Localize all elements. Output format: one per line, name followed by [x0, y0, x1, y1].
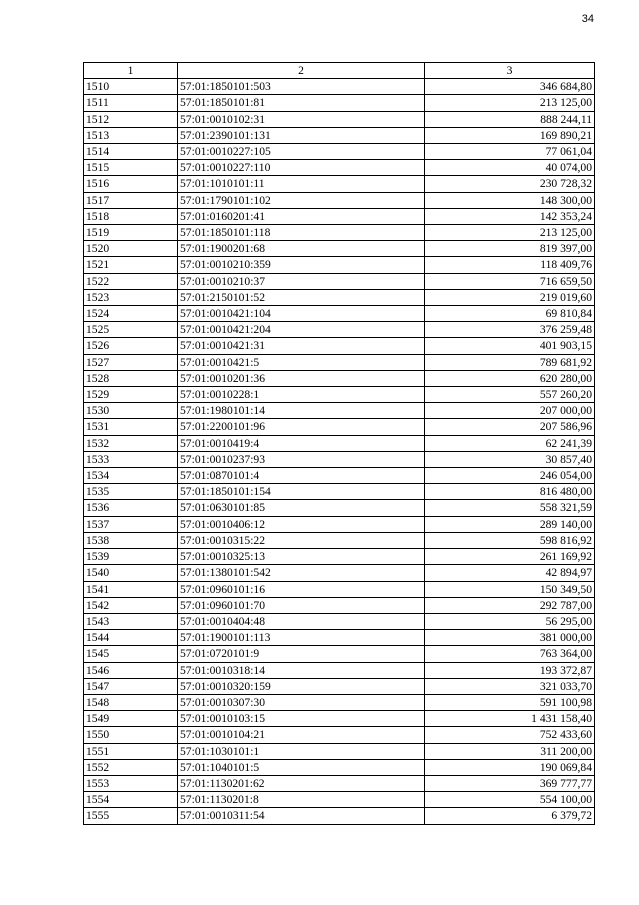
cadastral-number-cell: 57:01:1790101:102: [178, 192, 425, 208]
value-cell: 789 681,92: [425, 354, 595, 370]
cadastral-number-cell: 57:01:0010315:22: [178, 532, 425, 548]
row-number-cell: 1511: [84, 95, 178, 111]
table-row: [84, 160, 595, 176]
cadastral-number-cell: 57:01:0160201:41: [178, 208, 425, 224]
table-row: [84, 743, 595, 759]
table-row: [84, 435, 595, 451]
value-cell: 213 125,00: [425, 95, 595, 111]
row-number-cell: 1547: [84, 678, 178, 694]
value-cell: 142 353,24: [425, 208, 595, 224]
row-number-cell: 1532: [84, 435, 178, 451]
row-number-cell: 1537: [84, 516, 178, 532]
row-number-cell: 1525: [84, 322, 178, 338]
value-cell: 169 890,21: [425, 127, 595, 143]
value-cell: 591 100,98: [425, 694, 595, 710]
table-row: [84, 176, 595, 192]
table-row: [84, 646, 595, 662]
table-row: [84, 808, 595, 824]
value-cell: 369 777,77: [425, 775, 595, 791]
table-row: [84, 241, 595, 257]
value-cell: 620 280,00: [425, 370, 595, 386]
table-row: [84, 484, 595, 500]
row-number-cell: 1543: [84, 613, 178, 629]
value-cell: 381 000,00: [425, 630, 595, 646]
row-number-cell: 1522: [84, 273, 178, 289]
cadastral-number-cell: 57:01:0010325:13: [178, 549, 425, 565]
cadastral-number-cell: 57:01:1130201:8: [178, 792, 425, 808]
value-cell: 557 260,20: [425, 387, 595, 403]
value-cell: 321 033,70: [425, 678, 595, 694]
value-cell: 246 054,00: [425, 468, 595, 484]
value-cell: 69 810,84: [425, 306, 595, 322]
cadastral-number-cell: 57:01:2150101:52: [178, 289, 425, 305]
cadastral-number-cell: 57:01:0010421:104: [178, 306, 425, 322]
table-row: [84, 694, 595, 710]
value-cell: 819 397,00: [425, 241, 595, 257]
table-row: [84, 549, 595, 565]
table-row: [84, 338, 595, 354]
table-row: [84, 565, 595, 581]
value-cell: 219 019,60: [425, 289, 595, 305]
cadastral-number-cell: 57:01:0010227:110: [178, 160, 425, 176]
row-number-cell: 1554: [84, 792, 178, 808]
cadastral-number-cell: 57:01:0010104:21: [178, 727, 425, 743]
row-number-cell: 1523: [84, 289, 178, 305]
row-number-cell: 1540: [84, 565, 178, 581]
row-number-cell: 1516: [84, 176, 178, 192]
value-cell: 346 684,80: [425, 79, 595, 95]
row-number-cell: 1553: [84, 775, 178, 791]
value-cell: 213 125,00: [425, 225, 595, 241]
cadastral-number-cell: 57:01:1040101:5: [178, 759, 425, 775]
row-number-cell: 1549: [84, 711, 178, 727]
table-row: [84, 532, 595, 548]
table-row: [84, 581, 595, 597]
table-row: [84, 111, 595, 127]
row-number-cell: 1520: [84, 241, 178, 257]
value-cell: 190 069,84: [425, 759, 595, 775]
cadastral-number-cell: 57:01:1900201:68: [178, 241, 425, 257]
row-number-cell: 1555: [84, 808, 178, 824]
row-number-cell: 1529: [84, 387, 178, 403]
row-number-cell: 1552: [84, 759, 178, 775]
table-row: [84, 370, 595, 386]
cadastral-number-cell: 57:01:0960101:16: [178, 581, 425, 597]
value-cell: 148 300,00: [425, 192, 595, 208]
table-row: [84, 516, 595, 532]
table-row: [84, 144, 595, 160]
value-cell: 558 321,59: [425, 500, 595, 516]
cadastral-number-cell: 57:01:0010103:15: [178, 711, 425, 727]
table-row: [84, 662, 595, 678]
cadastral-number-cell: 57:01:1850101:118: [178, 225, 425, 241]
table-row: [84, 678, 595, 694]
cadastral-number-cell: 57:01:0010404:48: [178, 613, 425, 629]
value-cell: 207 000,00: [425, 403, 595, 419]
row-number-cell: 1528: [84, 370, 178, 386]
row-number-cell: 1510: [84, 79, 178, 95]
table-row: [84, 306, 595, 322]
table-row: [84, 257, 595, 273]
row-number-cell: 1530: [84, 403, 178, 419]
row-number-cell: 1524: [84, 306, 178, 322]
cadastral-number-cell: 57:01:0010320:159: [178, 678, 425, 694]
table-row: [84, 273, 595, 289]
cadastral-number-cell: 57:01:0010421:204: [178, 322, 425, 338]
cadastral-number-cell: 57:01:0010311:54: [178, 808, 425, 824]
table-header: [84, 63, 595, 79]
cadastral-number-cell: 57:01:1850101:503: [178, 79, 425, 95]
value-cell: 292 787,00: [425, 597, 595, 613]
row-number-cell: 1514: [84, 144, 178, 160]
row-number-cell: 1518: [84, 208, 178, 224]
cadastral-number-cell: 57:01:0720101:9: [178, 646, 425, 662]
value-cell: 289 140,00: [425, 516, 595, 532]
row-number-cell: 1512: [84, 111, 178, 127]
cadastral-number-cell: 57:01:0010210:359: [178, 257, 425, 273]
value-cell: 816 480,00: [425, 484, 595, 500]
table-row: [84, 597, 595, 613]
row-number-cell: 1546: [84, 662, 178, 678]
row-number-cell: 1527: [84, 354, 178, 370]
table-row: [84, 79, 595, 95]
value-cell: 401 903,15: [425, 338, 595, 354]
page-number: 34: [581, 13, 594, 25]
row-number-cell: 1533: [84, 451, 178, 467]
value-cell: 376 259,48: [425, 322, 595, 338]
value-cell: 6 379,72: [425, 808, 595, 824]
table-row: [84, 127, 595, 143]
table-row: [84, 387, 595, 403]
value-cell: 716 659,50: [425, 273, 595, 289]
column-header-2: 2: [178, 63, 425, 79]
cadastral-number-cell: 57:01:0010228:1: [178, 387, 425, 403]
cadastral-number-cell: 57:01:0010421:5: [178, 354, 425, 370]
value-cell: 118 409,76: [425, 257, 595, 273]
cadastral-number-cell: 57:01:0010307:30: [178, 694, 425, 710]
row-number-cell: 1534: [84, 468, 178, 484]
column-header-3: 3: [425, 63, 595, 79]
value-cell: 261 169,92: [425, 549, 595, 565]
table-row: [84, 630, 595, 646]
row-number-cell: 1550: [84, 727, 178, 743]
table-row: [84, 192, 595, 208]
value-cell: 207 586,96: [425, 419, 595, 435]
cadastral-number-cell: 57:01:0010406:12: [178, 516, 425, 532]
value-cell: 77 061,04: [425, 144, 595, 160]
row-number-cell: 1541: [84, 581, 178, 597]
value-cell: 752 433,60: [425, 727, 595, 743]
value-cell: 150 349,50: [425, 581, 595, 597]
table-row: [84, 711, 595, 727]
value-cell: 888 244,11: [425, 111, 595, 127]
cadastral-number-cell: 57:01:1130201:62: [178, 775, 425, 791]
value-cell: 311 200,00: [425, 743, 595, 759]
cadastral-number-cell: 57:01:1380101:542: [178, 565, 425, 581]
value-cell: 554 100,00: [425, 792, 595, 808]
cadastral-number-cell: 57:01:0010210:37: [178, 273, 425, 289]
table-row: [84, 759, 595, 775]
registry-table: [83, 62, 595, 825]
cadastral-number-cell: 57:01:0010419:4: [178, 435, 425, 451]
value-cell: 30 857,40: [425, 451, 595, 467]
row-number-cell: 1545: [84, 646, 178, 662]
table-row: [84, 792, 595, 808]
cadastral-number-cell: 57:01:0010318:14: [178, 662, 425, 678]
table-row: [84, 451, 595, 467]
header-row: [84, 63, 595, 79]
cadastral-number-cell: 57:01:0010421:31: [178, 338, 425, 354]
row-number-cell: 1526: [84, 338, 178, 354]
table-body: [84, 79, 595, 824]
cadastral-number-cell: 57:01:2390101:131: [178, 127, 425, 143]
column-header-1: 1: [84, 63, 178, 79]
table-row: [84, 403, 595, 419]
row-number-cell: 1539: [84, 549, 178, 565]
cadastral-number-cell: 57:01:2200101:96: [178, 419, 425, 435]
value-cell: 230 728,32: [425, 176, 595, 192]
row-number-cell: 1519: [84, 225, 178, 241]
table-row: [84, 208, 595, 224]
cadastral-number-cell: 57:01:0960101:70: [178, 597, 425, 613]
table-row: [84, 322, 595, 338]
table-row: [84, 354, 595, 370]
row-number-cell: 1535: [84, 484, 178, 500]
cadastral-number-cell: 57:01:1850101:81: [178, 95, 425, 111]
table-row: [84, 775, 595, 791]
row-number-cell: 1521: [84, 257, 178, 273]
cadastral-number-cell: 57:01:0870101:4: [178, 468, 425, 484]
row-number-cell: 1542: [84, 597, 178, 613]
cadastral-number-cell: 57:01:1010101:11: [178, 176, 425, 192]
row-number-cell: 1513: [84, 127, 178, 143]
row-number-cell: 1531: [84, 419, 178, 435]
table-row: [84, 500, 595, 516]
table-row: [84, 468, 595, 484]
table-row: [84, 727, 595, 743]
value-cell: 598 816,92: [425, 532, 595, 548]
value-cell: 56 295,00: [425, 613, 595, 629]
value-cell: 763 364,00: [425, 646, 595, 662]
row-number-cell: 1551: [84, 743, 178, 759]
row-number-cell: 1544: [84, 630, 178, 646]
cadastral-number-cell: 57:01:1030101:1: [178, 743, 425, 759]
cadastral-number-cell: 57:01:1900101:113: [178, 630, 425, 646]
table-row: [84, 419, 595, 435]
value-cell: 193 372,87: [425, 662, 595, 678]
value-cell: 42 894,97: [425, 565, 595, 581]
table-row: [84, 613, 595, 629]
table-row: [84, 289, 595, 305]
cadastral-number-cell: 57:01:0010102:31: [178, 111, 425, 127]
value-cell: 1 431 158,40: [425, 711, 595, 727]
cadastral-number-cell: 57:01:0010237:93: [178, 451, 425, 467]
value-cell: 40 074,00: [425, 160, 595, 176]
row-number-cell: 1536: [84, 500, 178, 516]
cadastral-number-cell: 57:01:1980101:14: [178, 403, 425, 419]
cadastral-number-cell: 57:01:1850101:154: [178, 484, 425, 500]
cadastral-number-cell: 57:01:0010201:36: [178, 370, 425, 386]
cadastral-number-cell: 57:01:0630101:85: [178, 500, 425, 516]
table-row: [84, 95, 595, 111]
row-number-cell: 1548: [84, 694, 178, 710]
value-cell: 62 241,39: [425, 435, 595, 451]
row-number-cell: 1515: [84, 160, 178, 176]
table-row: [84, 225, 595, 241]
cadastral-number-cell: 57:01:0010227:105: [178, 144, 425, 160]
row-number-cell: 1538: [84, 532, 178, 548]
row-number-cell: 1517: [84, 192, 178, 208]
